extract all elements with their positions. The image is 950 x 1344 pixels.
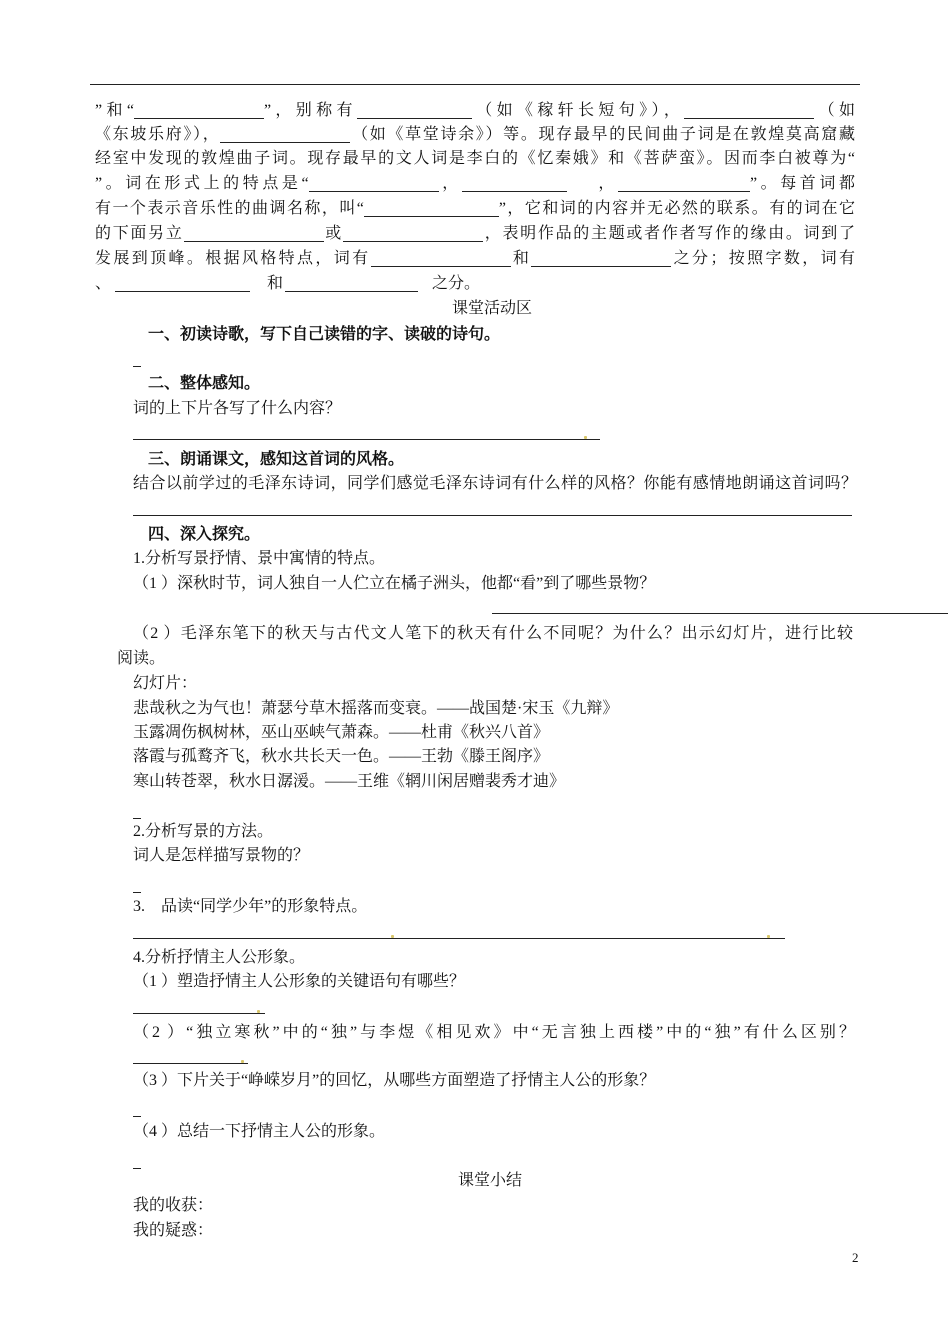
fill-blank [184, 226, 324, 242]
answer-line [492, 613, 948, 614]
fill-blank [531, 251, 671, 267]
intro-text: ”，它和词的内容并无必然的联系。有的词在它 [498, 200, 855, 217]
intro-text: ”。每首词都 [749, 175, 855, 192]
intro-text: ， [438, 175, 462, 192]
fill-blank [115, 276, 250, 292]
page-number: 2 [852, 1250, 859, 1265]
answer-line [133, 515, 852, 516]
intro-line-1 [95, 101, 855, 121]
fill-blank [364, 201, 499, 217]
fill-blank [343, 226, 483, 242]
q4-item-4-1: （1 ）塑造抒情主人公形象的关键语句有哪些？ [133, 973, 466, 990]
intro-text: 经室中发现的敦煌曲子词。现存最早的文人词是李白的《忆秦娥》和《菩萨蛮》。因而李白被尊为“ [95, 150, 855, 167]
marker-dot [391, 935, 394, 938]
intro-line-5 [95, 199, 855, 219]
fill-blank [462, 176, 567, 192]
summary-doubt: 我的疑惑： [133, 1222, 214, 1239]
q4-item-2: 2.分析写景的方法。 [133, 823, 274, 840]
intro-text: 之分。 [432, 275, 481, 292]
answer-line [133, 938, 785, 939]
fill-blank [309, 176, 439, 192]
intro-text: 和 [510, 250, 532, 267]
intro-line-8 [95, 274, 855, 294]
intro-text: 之分；按照字数，词有 [671, 250, 855, 267]
header-rule [90, 84, 860, 85]
intro-text: 《东坡乐府》）， [95, 126, 221, 143]
intro-line-7 [95, 249, 855, 269]
answer-line [133, 1063, 248, 1064]
q1-heading: 一、初读诗歌，写下自己读错的字、读破的诗句。 [148, 326, 501, 343]
fill-blank [220, 127, 350, 143]
intro-line-2 [95, 125, 855, 145]
answer-line [133, 439, 600, 440]
fill-blank [134, 103, 264, 119]
slides-label: 幻灯片： [133, 675, 198, 692]
q4-item-4: 4.分析抒情主人公形象。 [133, 949, 306, 966]
q4-item-2-question: 词人是怎样描写景物的？ [133, 847, 310, 864]
intro-text: 的下面另立 [95, 225, 184, 242]
intro-text: ， [594, 175, 618, 192]
summary-title: 课堂小结 [458, 1172, 523, 1189]
marker-dot [767, 935, 770, 938]
answer-mark [133, 892, 141, 893]
fill-blank [357, 103, 472, 119]
slide-quote: 玉露凋伤枫树林，巫山巫峡气萧森。——杜甫《秋兴八首》 [133, 724, 550, 741]
q4-item-4-3: （3 ）下片关于“峥嵘岁月”的回忆，从哪些方面塑造了抒情主人公的形象？ [133, 1072, 656, 1089]
q4-item-4-4: （4 ）总结一下抒情主人公的形象。 [133, 1123, 386, 1140]
intro-line-4 [95, 174, 855, 194]
answer-mark [133, 1116, 141, 1117]
section-title: 课堂活动区 [452, 300, 533, 317]
fill-blank [371, 251, 511, 267]
slide-quote: 寒山转苍翠，秋水日潺湲。——王维《辋川闲居赠裴秀才迪》 [133, 773, 566, 790]
intro-text: （如《稼轩长短句》）， [471, 102, 685, 119]
slide-quote: 落霞与孤鹜齐飞，秋水共长天一色。——王勃《滕王阁序》 [133, 748, 550, 765]
intro-text: （如《草堂诗余》）等。现存最早的民间曲子词是在敦煌莫高窟藏 [350, 126, 855, 143]
fill-blank [285, 276, 418, 292]
intro-text: 发展到顶峰。根据风格特点，词有 [95, 250, 371, 267]
intro-text: ”和“ [95, 102, 134, 119]
slide-quote: 悲哉秋之为气也！萧瑟兮草木摇落而变衰。——战国楚·宋玉《九辩》 [133, 700, 619, 717]
q3-prompt: 结合以前学过的毛泽东诗词，同学们感觉毛泽东诗词有什么样的风格？你能有感情地朗诵这首词吗？ [133, 475, 857, 492]
intro-text: 有一个表示音乐性的曲调名称，叫“ [95, 200, 364, 217]
intro-text: ，表明作品的主题或者作者写作的缘由。词到了 [483, 225, 855, 242]
q3-heading: 三、朗诵课文，感知这首词的风格。 [148, 451, 405, 468]
intro-text: ”。词在形式上的特点是“ [95, 175, 309, 192]
q2-heading: 二、整体感知。 [148, 375, 261, 392]
q4-item-3: 3. 品读“同学少年”的形象特点。 [133, 898, 368, 915]
summary-gain: 我的收获： [133, 1197, 214, 1214]
intro-text: （如 [814, 102, 855, 119]
answer-mark [133, 366, 141, 367]
intro-text: 、 [95, 275, 112, 292]
marker-dot [257, 1010, 260, 1013]
q4-item-4-2: （2 ）“独立寒秋”中的“独”与李煜《相见欢》中“无言独上西楼”中的“独”有什么区别？ [133, 1024, 855, 1041]
q4-item-1-1: （1 ）深秋时节，词人独自一人伫立在橘子洲头，他都“看”到了哪些景物？ [133, 575, 656, 592]
q4-item-1: 1.分析写景抒情、景中寓情的特点。 [133, 550, 386, 567]
q4-item-1-2-cont: 阅读。 [117, 650, 166, 667]
q4-heading: 四、深入探究。 [148, 526, 261, 543]
answer-mark [133, 818, 141, 819]
intro-text: 或 [323, 225, 344, 242]
fill-blank [618, 176, 750, 192]
fill-blank [684, 103, 814, 119]
intro-line-3 [95, 149, 855, 169]
intro-text: 和 [267, 275, 284, 292]
answer-mark [133, 1168, 141, 1169]
answer-line [133, 1013, 265, 1014]
q2-prompt: 词的上下片各写了什么内容？ [133, 400, 342, 417]
intro-line-6 [95, 224, 855, 244]
q4-item-1-2: （2 ）毛泽东笔下的秋天与古代文人笔下的秋天有什么不同呢？为什么？出示幻灯片，进行比较 [133, 625, 853, 642]
marker-dot [584, 436, 587, 439]
intro-text: ”，别称有 [263, 102, 357, 119]
marker-dot [241, 1060, 244, 1063]
